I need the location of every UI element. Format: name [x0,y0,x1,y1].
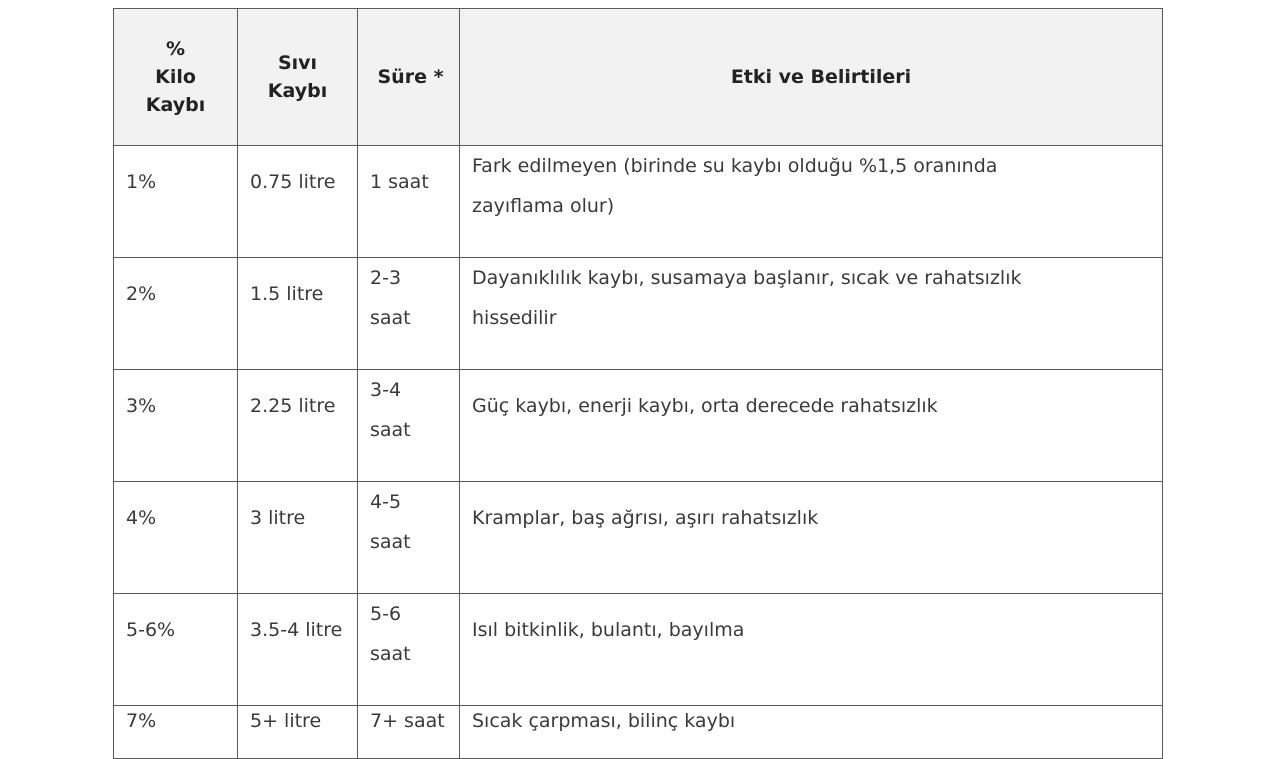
header-etki-ve-belirtileri: Etki ve Belirtileri [460,9,1163,146]
table-row [114,706,1163,759]
header-sure: Süre * [358,9,460,146]
dehydration-table [113,8,1163,759]
cell-sure: 3-4 saat [358,370,460,482]
cell-etki: Kramplar, baş ağrısı, aşırı rahatsızlık [460,482,1163,594]
cell-etki: Fark edilmeyen (birinde su kaybı olduğu %1,5 oranında zayıflama olur) [460,146,1163,258]
table-row [114,482,1163,594]
header-kilo-kaybi: % Kilo Kaybı [114,9,238,146]
cell-kilo: 4% [114,482,238,594]
table-row [114,370,1163,482]
header-row [114,9,1163,146]
cell-sure: 4-5 saat [358,482,460,594]
cell-sure: 2-3 saat [358,258,460,370]
cell-etki: Isıl bitkinlik, bulantı, bayılma [460,594,1163,706]
cell-sivi: 0.75 litre [238,146,358,258]
cell-sure: 5-6 saat [358,594,460,706]
cell-sivi: 1.5 litre [238,258,358,370]
cell-sivi: 5+ litre [238,706,358,759]
cell-kilo: 3% [114,370,238,482]
cell-kilo: 2% [114,258,238,370]
table-row [114,594,1163,706]
cell-sivi: 2.25 litre [238,370,358,482]
cell-etki: Güç kaybı, enerji kaybı, orta derecede rahatsızlık [460,370,1163,482]
cell-kilo: 5-6% [114,594,238,706]
cell-sure: 1 saat [358,146,460,258]
table-row [114,258,1163,370]
cell-sivi: 3 litre [238,482,358,594]
cell-kilo: 7% [114,706,238,759]
cell-etki: Dayanıklılık kaybı, susamaya başlanır, sıcak ve rahatsızlık hissedilir [460,258,1163,370]
header-sivi-kaybi: Sıvı Kaybı [238,9,358,146]
cell-sivi: 3.5-4 litre [238,594,358,706]
cell-sure: 7+ saat [358,706,460,759]
dehydration-table-frame [113,8,1162,732]
table-row [114,146,1163,258]
cell-etki: Sıcak çarpması, bilinç kaybı [460,706,1163,759]
cell-kilo: 1% [114,146,238,258]
